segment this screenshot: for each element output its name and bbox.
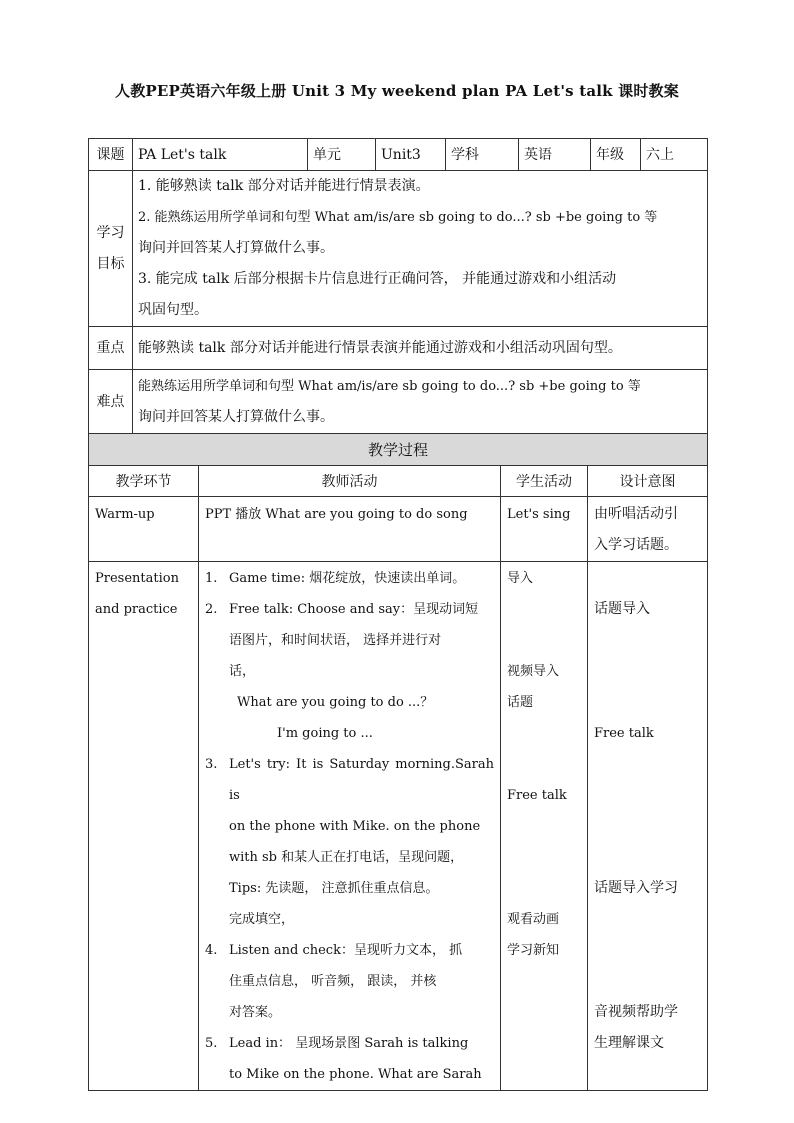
header-stage: 教学环节 (89, 466, 199, 497)
objectives-label-line: 目标 (96, 255, 125, 272)
step-item (205, 749, 494, 811)
student-line: 学习新知 (507, 943, 560, 958)
unit-value: Unit3 (376, 139, 446, 171)
step-line: 语图片，和时间状语， 选择并进行对 (229, 633, 442, 648)
step-number: 4. (205, 943, 218, 958)
presentation-intent (588, 562, 708, 1091)
student-line: 视频导入 (507, 664, 560, 679)
intent-line (594, 935, 701, 966)
header-teacher: 教师活动 (199, 466, 501, 497)
student-line: Free talk (507, 788, 567, 803)
warmup-stage-text: Warm-up (95, 507, 155, 522)
objectives-label (89, 171, 133, 327)
objective-line: 1. 能够熟读 talk 部分对话并能进行情景表演。 (138, 178, 430, 194)
header-intent: 设计意图 (588, 466, 708, 497)
intent-line (594, 625, 701, 656)
key-point-label: 重点 (89, 327, 133, 370)
process-section-title: 教学过程 (89, 434, 708, 466)
warmup-student-text: Let's sing (507, 507, 571, 522)
objective-line: 巩固句型。 (138, 302, 208, 318)
warmup-student (501, 497, 588, 562)
step-line: 话， (229, 664, 256, 679)
student-line (507, 594, 581, 625)
student-line: 导入 (507, 571, 534, 586)
student-line (507, 625, 581, 656)
topic-label: 课题 (89, 139, 133, 171)
step-number: 2. (205, 602, 218, 617)
step-line: What are you going to do ...？ (237, 695, 434, 710)
step-item (205, 966, 494, 997)
intent-line (594, 563, 701, 594)
step-line: Game time: 烟花绽放，快速读出单词。 (229, 571, 466, 586)
student-line: 观看动画 (507, 912, 560, 927)
intent-line: 音视频帮助学 (594, 1004, 678, 1020)
teacher-steps (205, 563, 494, 1090)
difficulty-line: 能熟练运用所学单词和句型 What am/is/are sb going to do...? sb +be going to 等 (138, 378, 641, 394)
step-item (205, 656, 494, 687)
step-line: Let's try: It is Saturday morning.Sarah is (229, 757, 494, 803)
presentation-stage-line: Presentation (95, 571, 179, 586)
student-line: 话题 (507, 695, 534, 710)
step-line: Lead in： 呈现场景图 Sarah is talking (229, 1036, 469, 1051)
step-item (205, 563, 494, 594)
student-line (507, 811, 581, 842)
page-title: 人教PEP英语六年级上册 Unit 3 My weekend plan PA Let's talk 课时教案 (115, 82, 679, 100)
objective-line: 3. 能完成 talk 后部分根据卡片信息进行正确问答， 并能通过游戏和小组活动 (138, 271, 617, 287)
difficulty-content (133, 370, 708, 434)
warmup-teacher-text: PPT 播放 What are you going to do song (205, 507, 468, 522)
objective-line: 2. 能熟练运用所学单词和句型 What am/is/are sb going to do...? sb +be going to 等 (138, 210, 658, 225)
intent-line (594, 904, 701, 935)
student-line (507, 749, 581, 780)
step-line: on the phone with Mike. on the phone (229, 819, 481, 834)
step-number: 3. (205, 757, 218, 772)
presentation-teacher (199, 562, 501, 1091)
step-item (205, 873, 494, 904)
intent-line: 生理解课文 (594, 1035, 664, 1051)
warmup-intent-line: 入学习话题。 (594, 537, 678, 553)
difficulty-label: 难点 (89, 370, 133, 434)
key-point-text: 能够熟读 talk 部分对话并能进行情景表演并能通过游戏和小组活动巩固句型。 (133, 327, 708, 370)
step-line: 住重点信息， 听音频， 跟读， 并核 (229, 974, 437, 989)
student-line (507, 842, 581, 873)
step-line: with sb 和某人正在打电话，呈现问题， (229, 850, 464, 865)
unit-label: 单元 (308, 139, 376, 171)
step-line: Tips: 先读题， 注意抓住重点信息。 (229, 881, 439, 896)
step-item (205, 904, 494, 935)
student-line (507, 873, 581, 904)
intent-line (594, 811, 701, 842)
step-item (205, 842, 494, 873)
step-item (205, 594, 494, 625)
header-student: 学生活动 (501, 466, 588, 497)
step-line: 完成填空， (229, 912, 295, 927)
step-number: 5. (205, 1036, 218, 1051)
subject-value: 英语 (519, 139, 591, 171)
step-item (205, 1059, 494, 1090)
warmup-intent (588, 497, 708, 562)
step-item (205, 1028, 494, 1059)
step-item (205, 687, 494, 718)
intent-line (594, 656, 701, 687)
warmup-teacher (199, 497, 501, 562)
step-item (205, 811, 494, 842)
step-item (205, 997, 494, 1028)
presentation-stage (89, 562, 199, 1091)
warmup-intent-line: 由听唱活动引 (594, 506, 678, 522)
objectives-content (133, 171, 708, 327)
student-line (507, 718, 581, 749)
step-item (205, 935, 494, 966)
topic-value: PA Let's talk (133, 139, 308, 171)
step-number: 1. (205, 571, 218, 586)
grade-value: 六上 (641, 139, 708, 171)
lesson-info-table (88, 138, 708, 434)
step-item (205, 625, 494, 656)
step-line: 对答案。 (229, 1005, 282, 1020)
intent-line: 话题导入 (594, 601, 650, 617)
intent-line (594, 749, 701, 780)
step-line: Free talk: Choose and say：呈现动词短 (229, 602, 479, 617)
presentation-stage-line: and practice (95, 602, 178, 617)
subject-label: 学科 (446, 139, 519, 171)
objective-line: 询问并回答某人打算做什么事。 (138, 240, 334, 256)
intent-line: Free talk (594, 726, 654, 741)
intent-line (594, 780, 701, 811)
difficulty-line: 询问并回答某人打算做什么事。 (138, 408, 334, 425)
intent-line (594, 966, 701, 997)
teaching-process-table (88, 433, 708, 1091)
intent-line (594, 687, 701, 718)
step-item (205, 718, 494, 749)
step-line: Listen and check：呈现听力文本， 抓 (229, 943, 463, 958)
objectives-label-line: 学习 (96, 224, 125, 241)
warmup-stage (89, 497, 199, 562)
presentation-student (501, 562, 588, 1091)
step-line: I'm going to ... (277, 726, 373, 741)
step-line: to Mike on the phone. What are Sarah (229, 1067, 482, 1082)
intent-line (594, 842, 701, 873)
intent-line: 话题导入学习 (594, 880, 678, 896)
grade-label: 年级 (591, 139, 641, 171)
